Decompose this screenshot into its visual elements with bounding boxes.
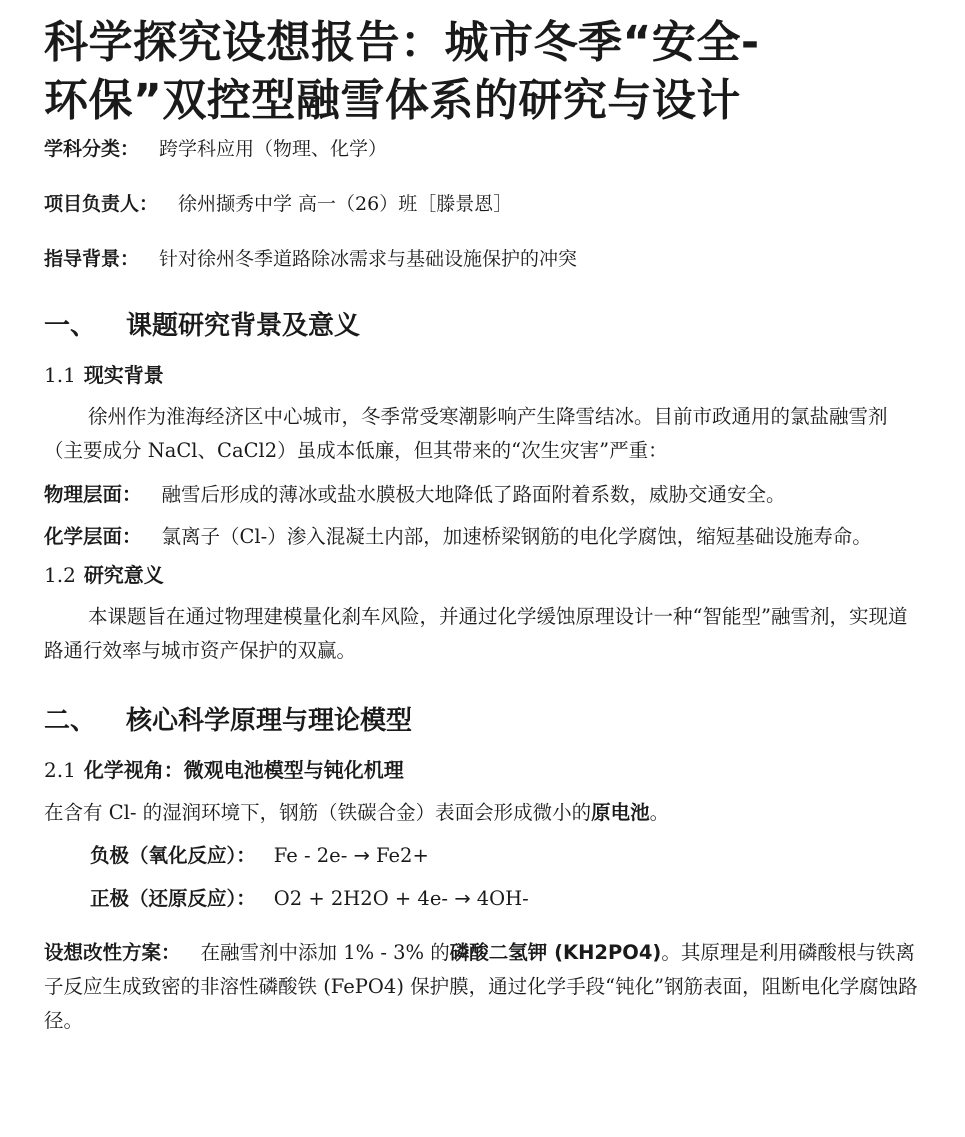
- section-1-heading: [44, 308, 924, 344]
- meta-subject: [44, 135, 924, 163]
- negative-products: Fe2+: [376, 844, 429, 867]
- physics-label: 物理层面：: [44, 483, 142, 506]
- chemistry-label: 化学层面：: [44, 525, 142, 548]
- subsection-1-2-number: 1.2: [44, 563, 76, 587]
- subsection-1-2-title: 研究意义: [83, 563, 164, 587]
- subsection-1-1-number: 1.1: [44, 363, 76, 387]
- cell-intro-end: 。: [649, 801, 670, 824]
- subsection-2-1-title: 化学视角：微观电池模型与钝化机理: [83, 758, 404, 782]
- report-page: [44, 14, 924, 1038]
- positive-electrode-equation: [44, 884, 924, 914]
- positive-products: 4OH-: [476, 887, 529, 910]
- positive-arrow: →: [454, 887, 471, 910]
- section-2-title: 核心科学原理与理论模型: [126, 706, 413, 736]
- meta-leader-value: 徐州撷秀中学 高一（26）班［滕景恩］: [178, 193, 513, 215]
- plan-label: 设想改性方案：: [44, 941, 181, 964]
- cell-intro-text: 在含有 Cl- 的湿润环境下，钢筋（铁碳合金）表面会形成微小的: [44, 801, 592, 824]
- positive-reactants: O2 + 2H2O + 4e-: [273, 887, 448, 910]
- plan-additive: 磷酸二氢钾 (KH2PO4): [449, 941, 662, 964]
- meta-leader: [44, 190, 924, 218]
- subsection-1-2-heading: [44, 560, 924, 590]
- subsection-1-1-heading: [44, 360, 924, 390]
- plan-text-start: 在融雪剂中添加 1% - 3% 的: [200, 941, 450, 964]
- background-paragraph: 徐州作为淮海经济区中心城市，冬季常受寒潮影响产生降雪结冰。目前市政通用的氯盐融雪剂（主要成分 NaCl、CaCl2）虽成本低廉，但其带来的“次生灾害”严重：: [44, 405, 888, 462]
- chemistry-point: [44, 520, 924, 554]
- meta-background-label: 指导背景：: [44, 248, 140, 270]
- report-title: [44, 14, 924, 130]
- meta-subject-value: 跨学科应用（物理、化学）: [159, 138, 388, 160]
- negative-electrode-equation: [44, 841, 924, 871]
- negative-reactants: Fe - 2e-: [273, 844, 348, 867]
- cell-intro: [44, 796, 924, 830]
- section-2-number: 二、: [44, 706, 97, 736]
- plan-text-end: 。其原理是利用磷酸根与铁离子反应生成致密的非溶性磷酸铁 (FePO4) 保护膜，通过化学手段“钝化”钢筋表面，阻断电化学腐蚀路径。: [44, 941, 918, 1032]
- section-1-title: 课题研究背景及意义: [126, 311, 361, 341]
- section-1-number: 一、: [44, 311, 97, 341]
- meta-background: [44, 245, 924, 273]
- subsection-1-1-title: 现实背景: [83, 363, 164, 387]
- meta-leader-label: 项目负责人：: [44, 193, 159, 215]
- subsection-2-1-heading: [44, 755, 924, 785]
- chemistry-text: 氯离子（Cl-）渗入混凝土内部，加速桥梁钢筋的电化学腐蚀，缩短基础设施寿命。: [161, 525, 872, 548]
- negative-arrow: →: [353, 844, 370, 867]
- cell-intro-bold: 原电池: [591, 801, 650, 824]
- meta-background-value: 针对徐州冬季道路除冰需求与基础设施保护的冲突: [159, 248, 578, 270]
- section-2-heading: [44, 703, 924, 739]
- title-line-2: 环保”双控型融雪体系的研究与设计: [44, 75, 741, 126]
- physics-point: [44, 478, 924, 512]
- physics-text: 融雪后形成的薄冰或盐水膜极大地降低了路面附着系数，威胁交通安全。: [161, 483, 786, 506]
- meta-subject-label: 学科分类：: [44, 138, 140, 160]
- modification-plan: [44, 936, 924, 1038]
- negative-electrode-label: 负极（氧化反应）：: [90, 844, 256, 867]
- subsection-2-1-number: 2.1: [44, 758, 76, 782]
- positive-electrode-label: 正极（还原反应）：: [90, 887, 256, 910]
- significance-paragraph: 本课题旨在通过物理建模量化刹车风险，并通过化学缓蚀原理设计一种“智能型”融雪剂，实现道路通行效率与城市资产保护的双赢。: [44, 605, 908, 662]
- title-line-1: 科学探究设想报告：城市冬季“安全-: [44, 17, 760, 68]
